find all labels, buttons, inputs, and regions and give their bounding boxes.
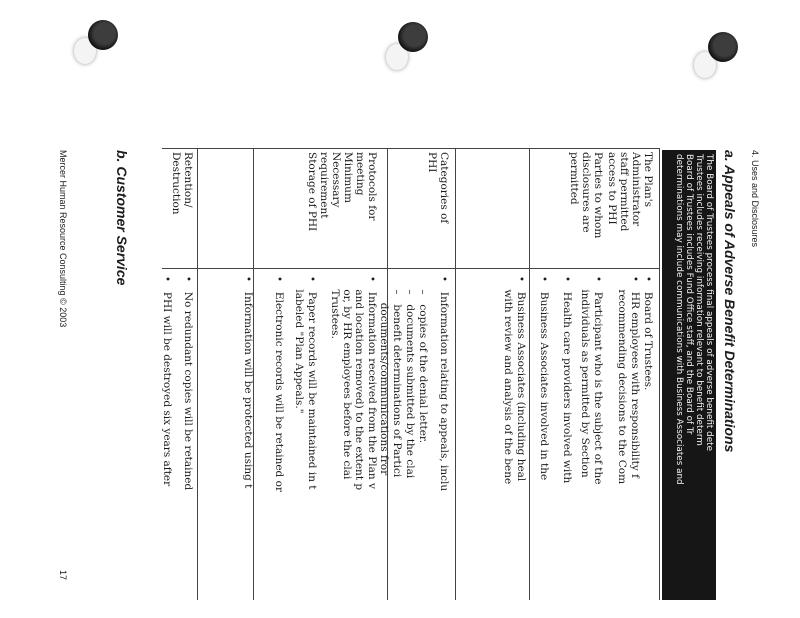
list-item: – copies of the denial letter. xyxy=(417,289,429,444)
section-b-title: b. Customer Service xyxy=(114,150,130,286)
list-item: • Board of Trustees. xyxy=(642,276,654,391)
banner-line: determinations may include communications with Business Associates and xyxy=(674,154,684,485)
section-a-title: a. Appeals of Adverse Benefit Determinations xyxy=(722,150,738,453)
row-divider xyxy=(197,148,198,600)
category-label: Retention/ Destruction xyxy=(170,152,194,215)
list-item: – benefit determinations of Partici xyxy=(391,289,403,478)
category-label: Protocols for meeting Minimum Necessary requirement xyxy=(318,152,378,221)
list-item: • Paper records will be maintained in t xyxy=(306,276,318,490)
row-items xyxy=(241,276,318,492)
list-item: • Health care providers involved with xyxy=(561,276,573,484)
list-item: • Business Associates involved in the xyxy=(538,276,550,481)
row-items xyxy=(378,276,450,491)
footer-copyright: Mercer Human Resource Consulting © 2003 xyxy=(58,150,68,328)
category-label: The Plan's Administrator staff permitted access to PHI xyxy=(606,152,654,232)
table-border-left xyxy=(162,148,660,149)
category-label: Storage of PHI xyxy=(306,152,318,232)
list-item: documents/communications fror xyxy=(378,302,390,476)
list-item: or, by HR employees before the clai xyxy=(341,289,353,480)
banner-line: The Board of Trustees process final appeals of adverse benefit dete xyxy=(704,154,714,452)
category-label: Categories of PHI xyxy=(426,152,450,224)
list-item: individuals as permitted by Section xyxy=(579,289,591,478)
list-item: • PHI will be destroyed six years after xyxy=(161,276,173,487)
list-item: • Information received from the Plan v xyxy=(366,276,378,489)
row-items xyxy=(502,276,604,484)
list-item: • Participant who is the subject of the xyxy=(592,276,604,485)
list-item: • Business Associates (including heal xyxy=(515,276,527,482)
table-border-top xyxy=(659,148,660,600)
banner-line: Trustees includes receiving information relevant to benefit determ xyxy=(694,154,704,446)
list-item: • No redundant copies will be retained xyxy=(182,276,194,491)
page-number: 17 xyxy=(58,570,68,581)
row-items xyxy=(160,276,194,490)
row-items xyxy=(616,276,654,484)
list-item: labeled "Plan Appeals." xyxy=(293,289,305,414)
list-item: with review and analysis of the bene xyxy=(502,289,514,485)
table-column-divider xyxy=(162,268,660,269)
category-label: Parties to whom disclosures are permitted xyxy=(568,152,604,239)
list-item: Trustees. xyxy=(329,289,341,339)
list-item: recommending decisions to the Com xyxy=(616,289,628,485)
intro-banner xyxy=(662,150,716,600)
list-item: and location removed) to the extent p xyxy=(353,289,365,491)
list-item: • HR employees with responsibility f xyxy=(629,276,641,478)
list-item: • Electronic records will be retained or xyxy=(273,276,285,492)
list-item: • Information relating to appeals, inclu xyxy=(438,276,450,492)
list-item: – documents submitted by the clai xyxy=(404,289,416,479)
list-item: • Information will be protected using t xyxy=(242,276,254,489)
row-items xyxy=(329,276,378,490)
banner-line: Board of Trustees includes Fund Office staff, and the Board of Tr xyxy=(684,154,694,435)
chapter-header: 4. Uses and Disclosures xyxy=(750,150,760,248)
row-divider xyxy=(455,148,456,600)
